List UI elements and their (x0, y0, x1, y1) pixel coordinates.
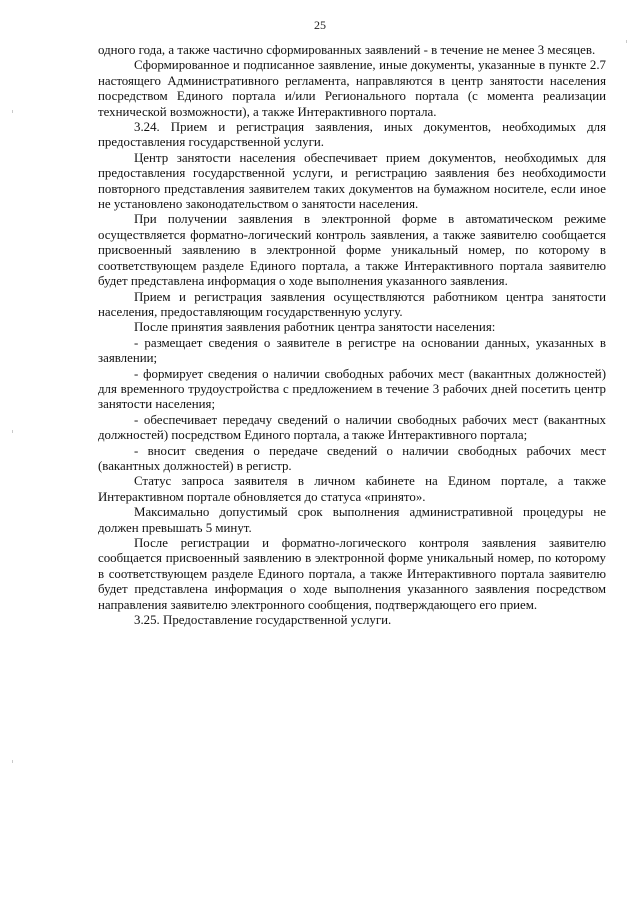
paragraph: Сформированное и подписанное заявление, иные документы, указанные в пункте 2.7 настоящего Административного регламента, направляются в центр занятости населения посредством Единого портала и/или Регионального портала (с момента реализации технической возможности), а также Интерактивного портала. (98, 58, 606, 119)
paragraph: Статус запроса заявителя в личном кабинете на Едином портале, а также Интерактивном портале обновляется до статуса «принято». (98, 474, 606, 504)
paragraph: Максимально допустимый срок выполнения административной процедуры не должен превышать 5 минут. (98, 505, 606, 535)
section-heading-3-25: 3.25. Предоставление государственной услуги. (134, 613, 392, 628)
scan-artifact (626, 40, 627, 43)
paragraph: одного года, а также частично сформированных заявлений - в течение не менее 3 месяцев. (98, 43, 596, 57)
document-body (98, 43, 606, 628)
section-heading-3-24: 3.24. Прием и регистрация заявления, иных документов, необходимых для предоставления государственной услуги. (98, 120, 606, 150)
scan-artifact (12, 760, 13, 763)
paragraph: При получении заявления в электронной форме в автоматическом режиме осуществляется форматно-логический контроль заявления, а также заявителю сообщается присвоенный заявлению в электронной форме уникальный номер, по которому в соответствующем разделе Единого портала, а также Интерактивного портала заявителю будет представлена информация о ходе выполнения указанного заявления. (98, 212, 606, 289)
list-item: - формирует сведения о наличии свободных рабочих мест (вакантных должностей) для временного трудоустройства с предложением в течение 3 рабочих дней посетить центр занятости населения; (98, 366, 606, 412)
scan-artifact (12, 430, 13, 433)
paragraph: Прием и регистрация заявления осуществляются работником центра занятости населения, предоставляющим государственную услугу. (98, 289, 606, 319)
list-item: - размещает сведения о заявителе в регистре на основании данных, указанных в заявлении; (98, 335, 606, 366)
paragraph: После регистрации и форматно-логического контроля заявления заявителю сообщается присвоенный заявлению в электронной форме уникальный номер, по которому в соответствующем разделе Единого портала, а также Интерактивного портала заявителю будет представлена информация о ходе выполнения указанного заявления посредством направления заявителю электронного сообщения, подтверждающего его прием. (98, 536, 606, 612)
page-number: 25 (314, 18, 326, 32)
list-item: - вносит сведения о передаче сведений о наличии свободных рабочих мест (вакантных должностей) в регистр. (98, 443, 606, 473)
paragraph: После принятия заявления работник центра занятости населения: (134, 320, 496, 335)
paragraph: Центр занятости населения обеспечивает прием документов, необходимых для предоставления государственной услуги, и регистрацию заявления без необходимости повторного представления заявителем таких документов на бумажном носителе, если иное не установлено законодательством о занятости населения. (98, 150, 606, 212)
list-item: - обеспечивает передачу сведений о наличии свободных рабочих мест (вакантных должностей) посредством Единого портала, а также Интерактивного портала; (98, 412, 606, 443)
scan-artifact (12, 110, 13, 113)
